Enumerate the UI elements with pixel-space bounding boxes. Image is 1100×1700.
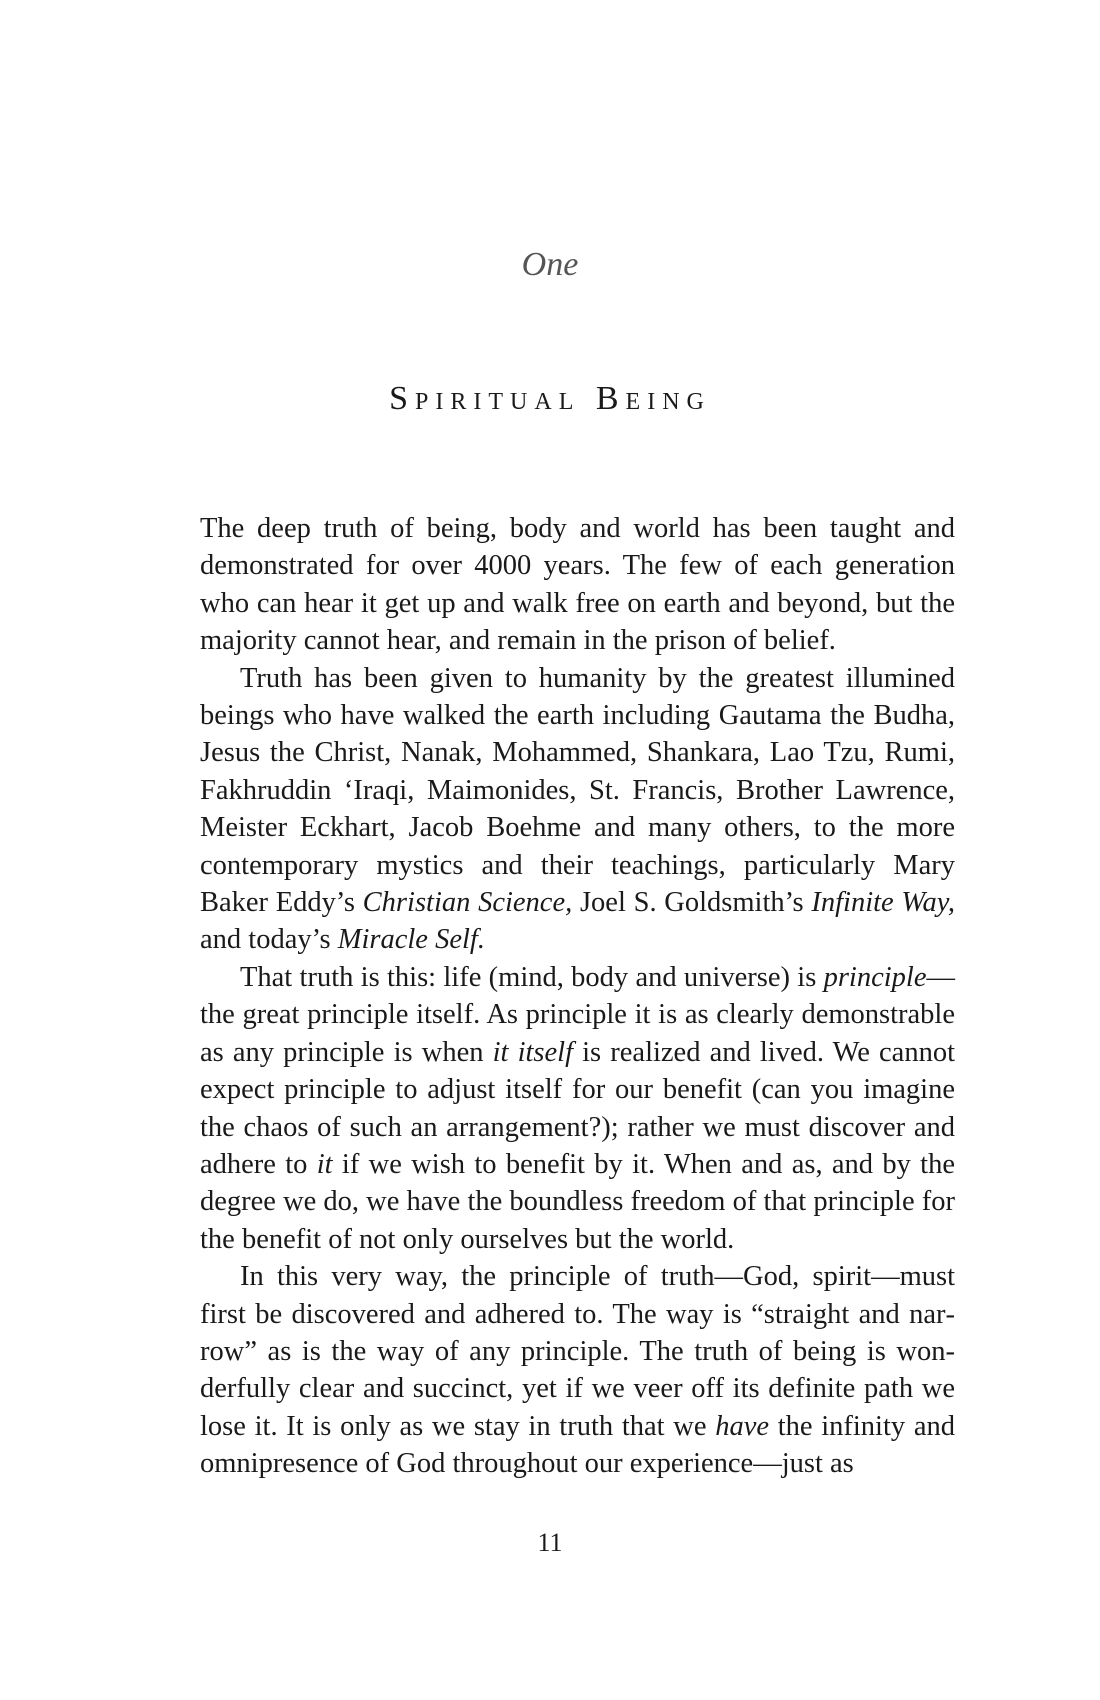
body-text [200, 510, 955, 1483]
italic-emphasis: it itself [492, 1036, 573, 1068]
text-segment: Joel S. Goldsmith’s [572, 887, 812, 919]
italic-emphasis: have [715, 1410, 770, 1442]
paragraph-1 [200, 510, 955, 660]
italic-title: Infinite Way, [811, 887, 955, 919]
paragraph-4 [200, 1258, 955, 1482]
chapter-title: Spiritual Being [389, 380, 711, 417]
text-segment: is realized and lived. We cannot expect principle to adjust itself for our benefit (can you imagine the chaos of such an arrangement?); rather we must discover and adhere to [200, 1036, 955, 1180]
text-segment: That truth is this: life (mind, body and universe) is [240, 961, 824, 993]
text-segment: In this very way, the principle of truth—God, spirit—must first be discovered and adhered to. The way is “straight and narrow” as is the way of any principle. The truth of being is wonderfully clear and succinct, yet if we veer off its definite path we lose it. It is only as we stay in truth that we [200, 1261, 955, 1442]
text-segment: Truth has been given to humanity by the greatest illumined beings who have walked the earth including Gautama the Budha, Jesus the Christ, Nanak, Mohammed, Shankara, Lao Tzu, Rumi, Fakhruddin ‘Iraqi, Maimonides, St. Francis, Brother Lawrence, Meister Eckhart, Jacob Boehme and many others, to the more contemporary mystics and their teachings, particularly Mary Baker Eddy’s [200, 662, 955, 919]
chapter-number: One [521, 246, 579, 283]
italic-title: Miracle Self. [337, 924, 485, 956]
italic-title: Christian Science, [362, 887, 573, 919]
italic-emphasis: principle [823, 961, 927, 993]
text-segment: the infinity and omnipresence of God throughout our experience—just as [200, 1410, 955, 1480]
paragraph-2 [200, 660, 955, 959]
page-number: 11 [537, 1528, 563, 1557]
text-segment: if we wish to benefit by it. When and as, and by the degree we do, we have the boundless freedom of that principle for the benefit of not only ourselves but the world. [200, 1148, 955, 1255]
italic-emphasis: it [316, 1148, 333, 1180]
text-segment: —the great principle itself. As principle it is as clearly demonstrable as any principle is when [200, 961, 955, 1068]
text-segment: and today’s [200, 924, 338, 956]
text-segment: The deep truth of being, body and world has been taught and demonstrated for over 4000 years. The few of each generation who can hear it get up and walk free on earth and beyond, but the majority cannot hear, and remain in the prison of belief. [200, 513, 955, 657]
paragraph-3 [200, 959, 955, 1258]
